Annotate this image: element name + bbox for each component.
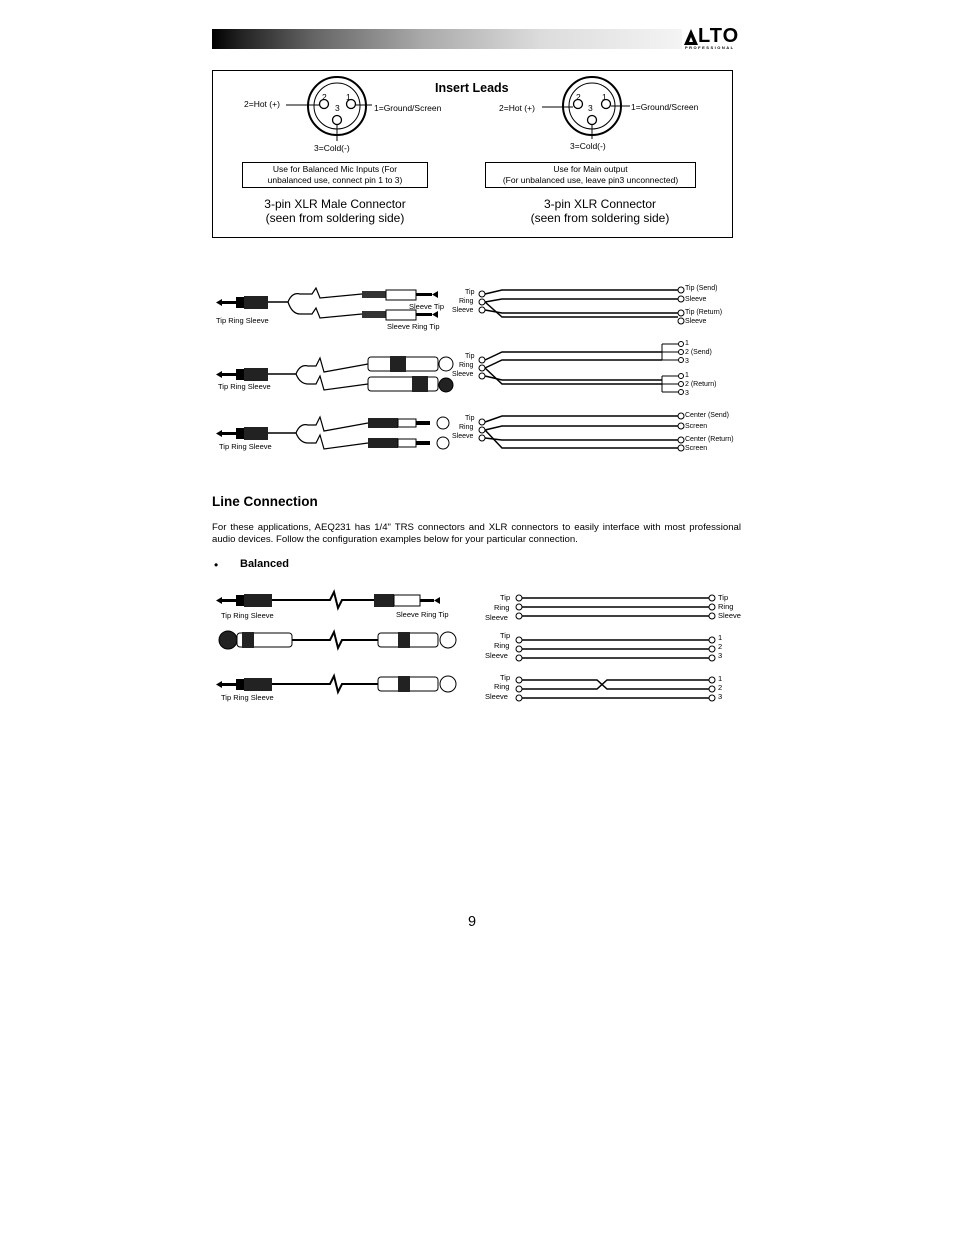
right-ground-label: 1=Ground/Screen xyxy=(631,102,699,112)
insert-wiring-diagram-3 xyxy=(479,413,684,451)
w1-dst-1: Tip (Send) xyxy=(685,285,718,292)
w3-dst-1: Center (Send) xyxy=(685,412,729,419)
left-ground-label: 1=Ground/Screen xyxy=(374,103,442,113)
trs-split-plug2-label: Sleeve Ring Tip xyxy=(387,322,440,331)
insert-leads-title: Insert Leads xyxy=(435,81,509,95)
bullet-dot: • xyxy=(214,558,219,572)
header-gradient-bar xyxy=(212,29,682,49)
bw3-src-tip: Tip xyxy=(500,673,511,682)
bw2-src-sleeve: Sleeve xyxy=(485,651,508,660)
balanced-cable1-left-label: Tip Ring Sleeve xyxy=(221,611,274,620)
bw1-dst-sleeve: Sleeve xyxy=(718,611,741,620)
line-connection-heading: Line Connection xyxy=(212,494,318,509)
left-connector-caption: 3-pin XLR Male Connector (seen from soldering side) xyxy=(264,197,406,225)
insert-wiring-diagram-2 xyxy=(479,342,684,395)
w2-dst-5: 2 (Return) xyxy=(685,381,717,388)
bw2-dst-1: 1 xyxy=(718,633,723,642)
w3-src-sleeve: Sleeve xyxy=(452,433,474,440)
w2-src-tip: Tip xyxy=(465,353,475,360)
right-pin2-label: 2 xyxy=(576,92,581,102)
w3-dst-3: Center (Return) xyxy=(685,436,734,443)
balanced-cable-illustrations xyxy=(212,588,748,710)
w2-src-sleeve: Sleeve xyxy=(452,371,474,378)
w3-dst-4: Screen xyxy=(685,445,708,452)
trs-to-xlr-cable xyxy=(216,676,456,692)
balanced-label: Balanced xyxy=(240,558,289,570)
left-pin3-label: 3 xyxy=(335,103,340,113)
bw1-dst-ring: Ring xyxy=(718,602,734,611)
right-cold-label: 3=Cold(-) xyxy=(570,141,606,151)
w1-dst-4: Sleeve xyxy=(685,318,707,325)
right-pin3-label: 3 xyxy=(588,103,593,113)
page-number: 9 xyxy=(468,914,477,930)
right-usage-note: Use for Main output (For unbalanced use, leave pin3 unconnected) xyxy=(485,162,696,188)
right-hot-label: 2=Hot (+) xyxy=(499,103,535,113)
w1-src-sleeve: Sleeve xyxy=(452,307,474,314)
bw1-src-ring: Ring xyxy=(494,603,510,612)
left-pin2-label: 2 xyxy=(322,92,327,102)
logo-text: LTO xyxy=(698,25,740,47)
left-hot-label: 2=Hot (+) xyxy=(244,99,280,109)
logo-a-mark xyxy=(684,29,698,45)
w2-dst-6: 3 xyxy=(685,390,689,397)
bw2-src-ring: Ring xyxy=(494,641,510,650)
logo-subtext: PROFESSIONAL xyxy=(685,45,735,50)
brand-logo xyxy=(684,25,742,52)
w3-src-ring: Ring xyxy=(459,424,474,431)
balanced-wiring-diagram-3 xyxy=(516,677,715,701)
left-cold-label: 3=Cold(-) xyxy=(314,143,350,153)
bw3-dst-1: 1 xyxy=(718,674,723,683)
insert-wiring-diagram-1 xyxy=(479,287,684,324)
bw3-dst-3: 3 xyxy=(718,692,723,701)
xlr-female-connector-icon xyxy=(542,77,630,139)
w2-dst-4: 1 xyxy=(685,372,689,379)
left-usage-note: Use for Balanced Mic Inputs (For unbalanced use, connect pin 1 to 3) xyxy=(242,162,428,188)
w1-src-tip: Tip xyxy=(465,289,475,296)
right-pin1-label: 1 xyxy=(602,92,607,102)
bw3-src-sleeve: Sleeve xyxy=(485,692,508,701)
bw2-dst-3: 3 xyxy=(718,651,723,660)
w3-dst-2: Screen xyxy=(685,423,708,430)
w3-src-tip: Tip xyxy=(465,415,475,422)
insert-cable-illustrations xyxy=(212,280,748,460)
left-pin1-label: 1 xyxy=(346,92,351,102)
trs-to-trs-cable xyxy=(216,592,440,608)
w2-dst-1: 1 xyxy=(685,340,689,347)
balanced-wiring-diagram-2 xyxy=(516,637,715,661)
balanced-cable1-right-label: Sleeve Ring Tip xyxy=(396,610,449,619)
balanced-cable3-left-label: Tip Ring Sleeve xyxy=(221,693,274,702)
bw1-src-sleeve: Sleeve xyxy=(485,613,508,622)
w2-dst-3: 3 xyxy=(685,358,689,365)
trs-split-left-label: Tip Ring Sleeve xyxy=(216,316,269,325)
bw1-src-tip: Tip xyxy=(500,593,511,602)
w1-dst-3: Tip (Return) xyxy=(685,309,723,316)
trs-split-plug1-label: Sleeve Tip xyxy=(409,302,445,311)
bw1-dst-tip: Tip xyxy=(718,593,729,602)
balanced-wiring-diagram-1 xyxy=(516,595,715,619)
w1-dst-2: Sleeve xyxy=(685,296,707,303)
w2-src-ring: Ring xyxy=(459,362,474,369)
bw3-dst-2: 2 xyxy=(718,683,723,692)
line-connection-paragraph: For these applications, AEQ231 has 1/4" TRS connectors and XLR connectors to easily interface with most professional audio devices. Follow the configuration examples below for your particular connection. xyxy=(212,522,741,545)
xlr-to-xlr-cable xyxy=(219,631,456,649)
rca-split-left-label: Tip Ring Sleeve xyxy=(219,442,272,451)
w2-dst-2: 2 (Send) xyxy=(685,349,712,356)
right-connector-caption: 3-pin XLR Connector (seen from soldering side) xyxy=(530,197,670,225)
xlr-male-connector-icon xyxy=(286,77,372,141)
w1-src-ring: Ring xyxy=(459,298,474,305)
bw3-src-ring: Ring xyxy=(494,682,510,691)
bw2-src-tip: Tip xyxy=(500,631,511,640)
bw2-dst-2: 2 xyxy=(718,642,723,651)
xlr-split-left-label: Tip Ring Sleeve xyxy=(218,382,271,391)
